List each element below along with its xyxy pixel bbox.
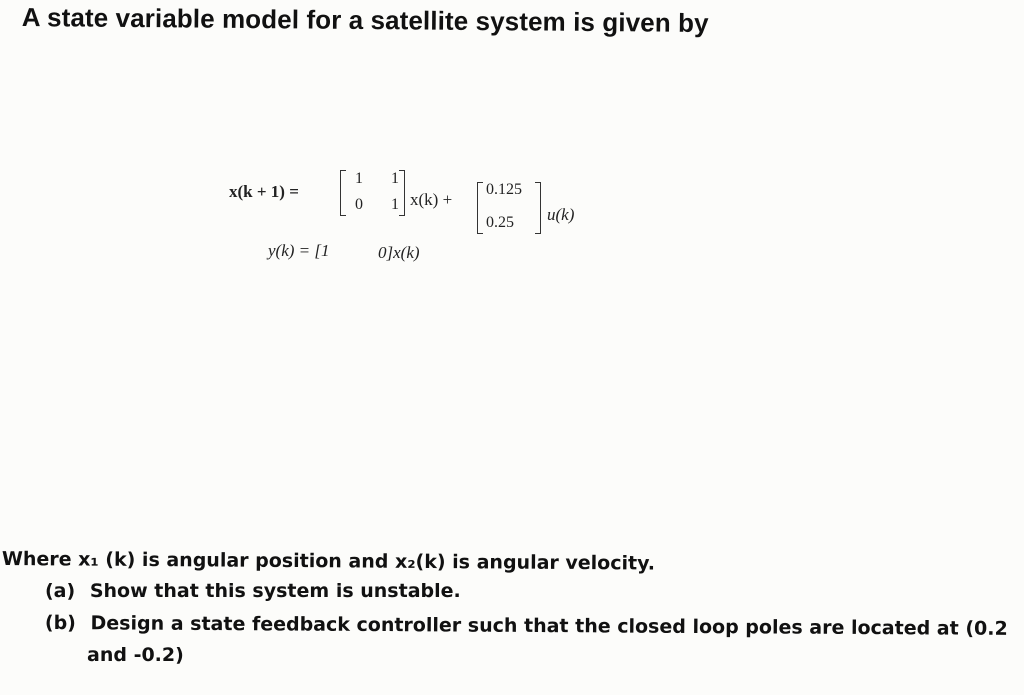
- input-term: u(k): [547, 205, 575, 224]
- part-a: [45, 580, 461, 602]
- state-vector-term: x(k) +: [410, 190, 453, 209]
- matrix-b-right-bracket: [535, 182, 541, 234]
- output-equation-rhs: 0]x(k): [378, 243, 420, 262]
- part-a-text: Show that this system is unstable.: [89, 580, 461, 602]
- output-equation-lhs: y(k) = [1: [268, 241, 330, 260]
- matrix-a-cell: 1: [355, 170, 363, 187]
- matrix-a-cell: 1: [391, 196, 399, 213]
- matrix-b-left-bracket: [477, 182, 483, 234]
- matrix-b-cell: 0.125: [486, 181, 522, 198]
- where-statement: Where x₁ (k) is angular position and x₂(k) is angular velocity.: [1, 548, 656, 575]
- matrix-a-cell: 0: [355, 196, 363, 213]
- matrix-b-cell: 0.25: [486, 214, 514, 231]
- part-b-text: Design a state feedback controller such that the closed loop poles are located at (0.2: [90, 612, 1008, 640]
- part-b-label: (b): [44, 612, 76, 635]
- part-a-label: (a): [45, 580, 76, 602]
- problem-title: A state variable model for a satellite system is given by: [21, 2, 709, 38]
- matrix-a-right-bracket: [399, 170, 405, 216]
- part-b-continued: and -0.2): [87, 644, 184, 666]
- state-equation-lhs: x(k + 1) =: [229, 182, 299, 201]
- matrix-a-left-bracket: [340, 170, 346, 216]
- matrix-a-cell: 1: [391, 170, 399, 187]
- part-b: [45, 612, 1008, 640]
